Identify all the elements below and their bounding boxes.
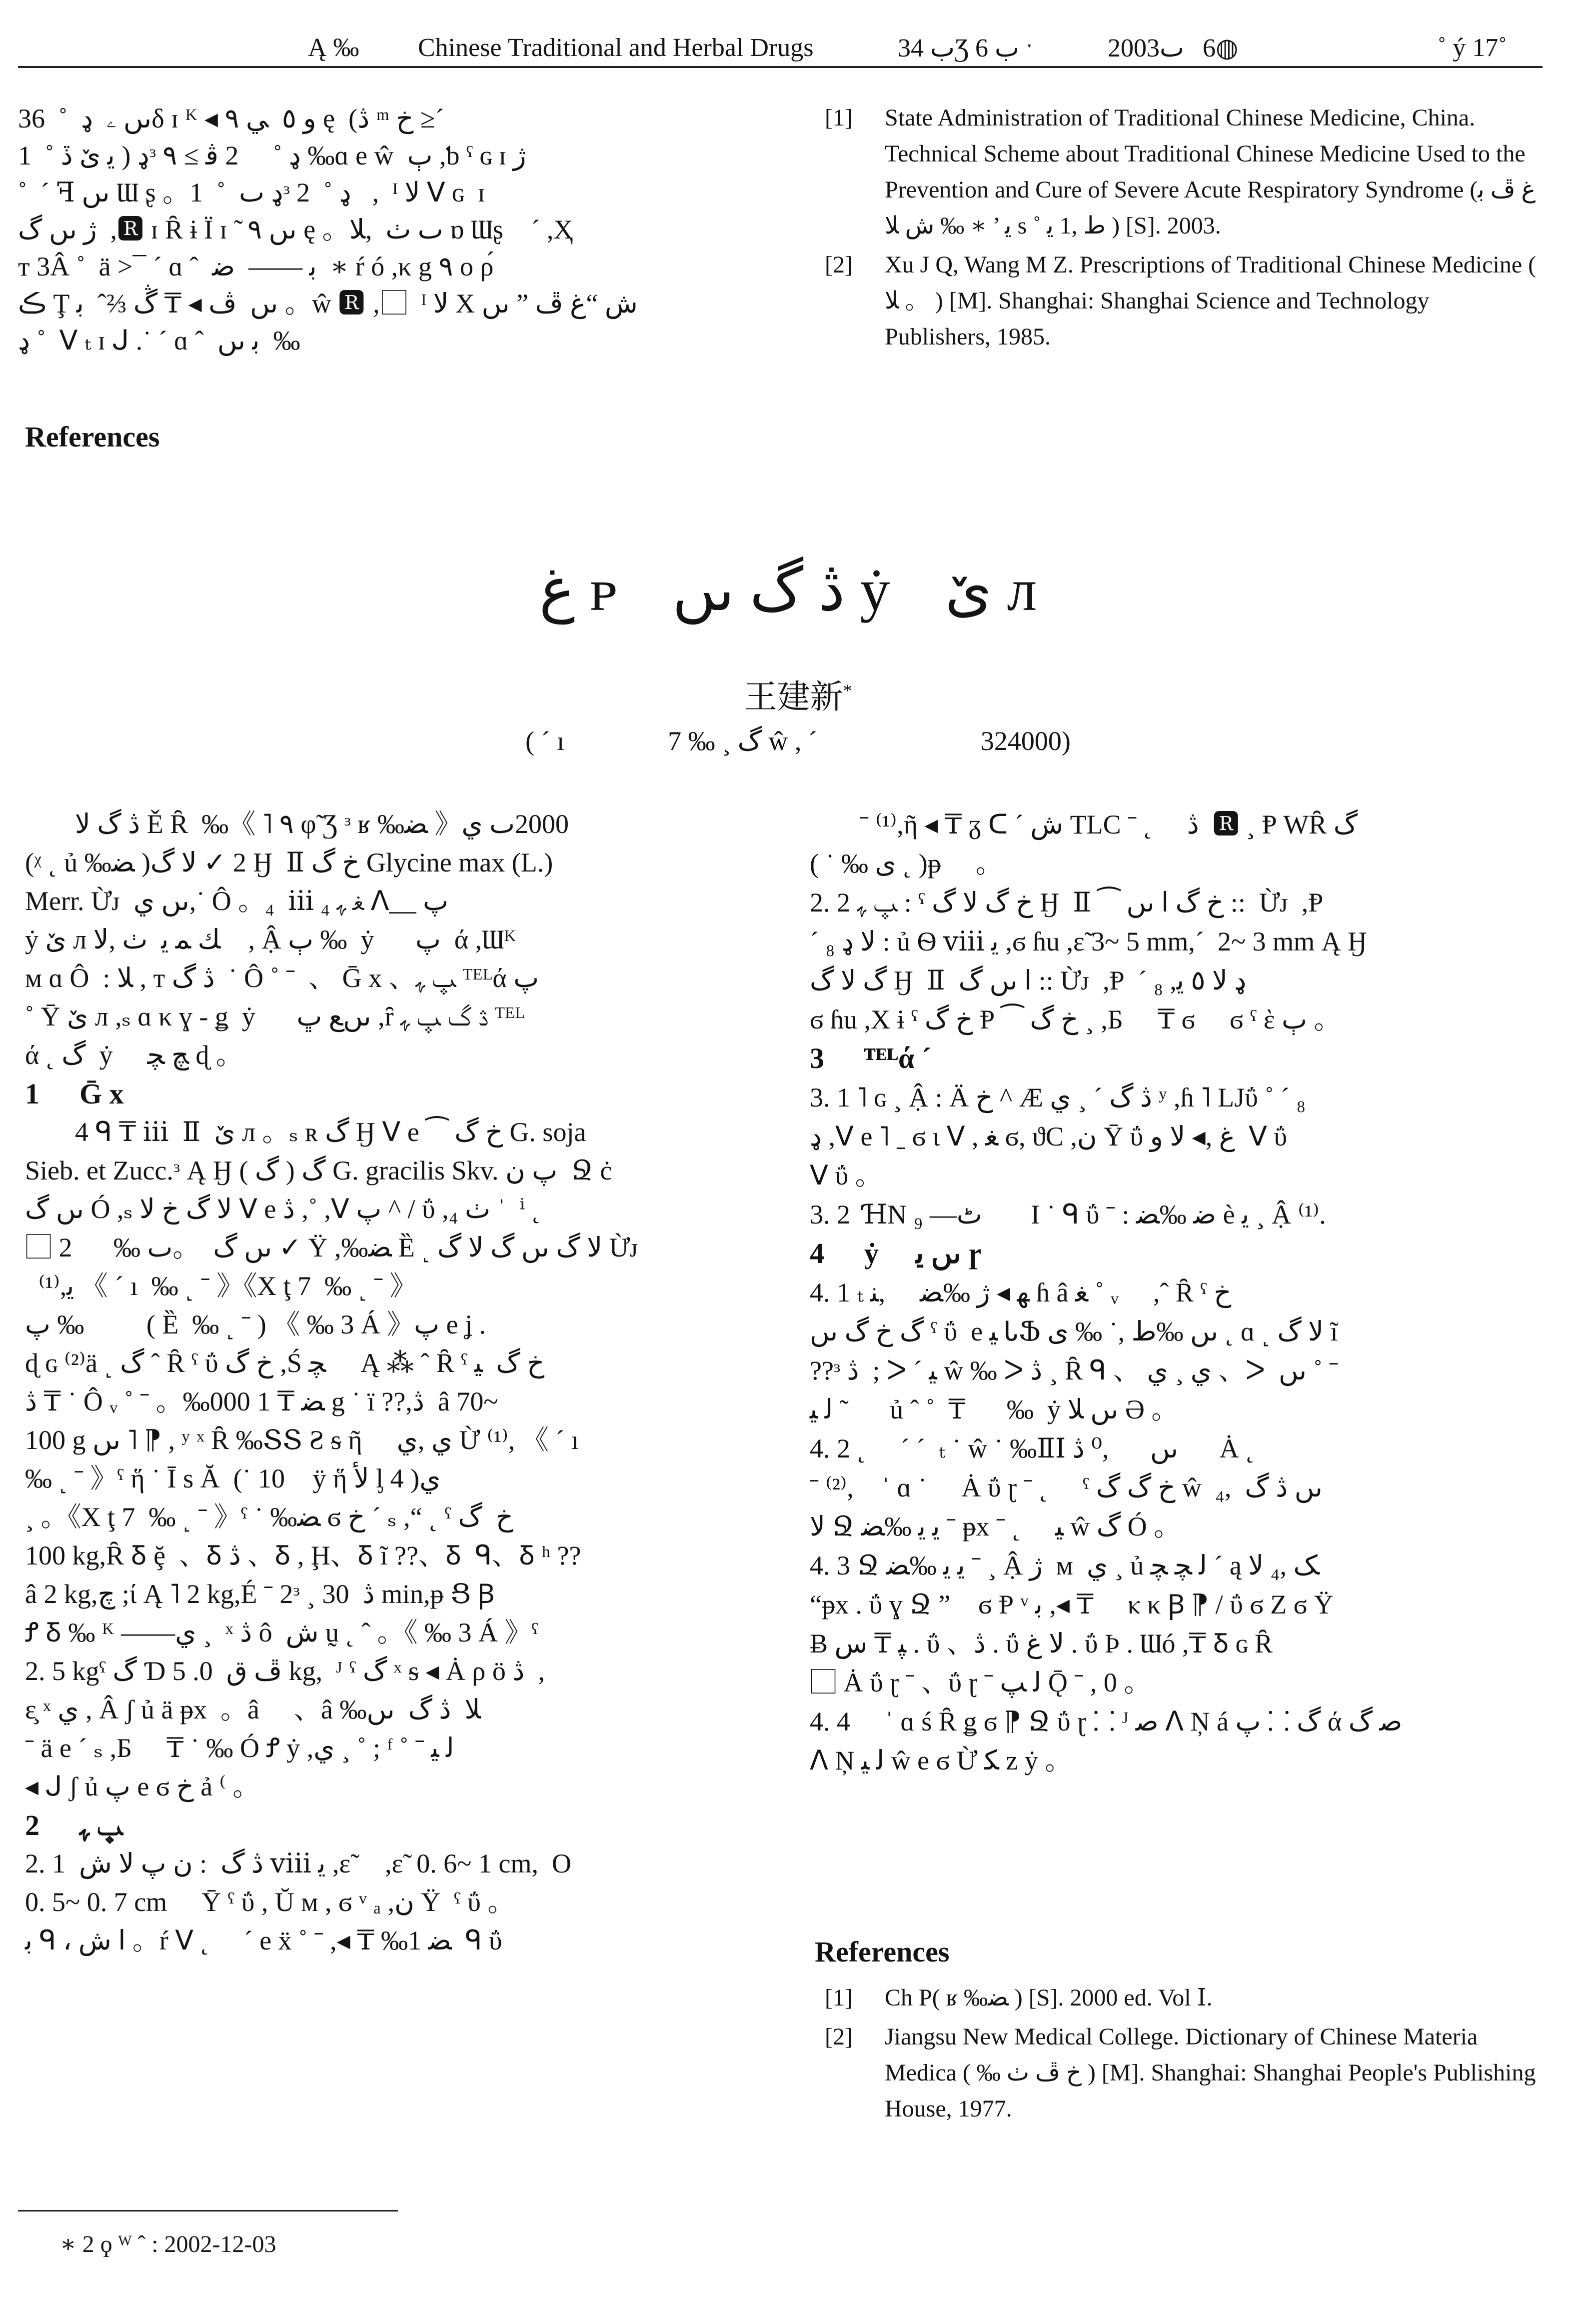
section-heading-text: Ḡ x — [79, 1078, 124, 1110]
body-line: ډ ,ᐯ e ˥ ˍ ϭ ɩ ᐯ , ﻐ ϭ, ϑϹ ,ﻥ Ȳ ΰ ﻍ ,◂ ﻻ ﻭ ᐯ ΰ — [810, 1122, 1288, 1152]
body-line: 100 kg,Ȓ Ᵹ ḝ 、Ᵹ ڎ 、Ᵹ , Ḩ、Ᵹ ĩ ??、Ᵹ ᑫ、Ᵹ ʰ ?? — [25, 1540, 581, 1570]
body-line: ά ˛ گ ẏ ⃞ ﭻ ﭽ ɖ 。 — [25, 1040, 243, 1070]
body-line: ‰ ˻ ˉ 》ˤ ἥ ˙ Ī s Ă (˙ 10⃞ ÿ ἥ ﻷ ᶅ 4 )ي — [25, 1464, 441, 1494]
section-number: 3 — [810, 1042, 824, 1074]
reference-item — [810, 247, 1540, 355]
section-heading-text: ᵀᴱᴸά ´ — [864, 1042, 932, 1074]
body-line: “ᵽx . ΰ ɣ Ջ ”⃞ ϭ Ᵽ ᵛ ﺑ ,◂ ₸ ⃞ ⲕ κ Ꞵ ⁋ / ΰ ϭ Ζ ϭ Ÿ — [810, 1590, 1334, 1620]
body-line: ᐱ Ņ ﻟ ﻴ ŵ e ϭ Ừ ﻜ z ẏ 。 — [810, 1746, 1072, 1776]
body-line: ᴍ ɑ Ô : ﻼ , ᴛ ڎ گ ˙ Ô ˚ ˉ 、 Ḡ x 、ﭛ ﮩ ᵀᴱᴸά ﭖ — [25, 963, 539, 993]
body-line: ⃞ ىں گ 。ٮ ‰ ⃞ 2 ✓ Ÿ ,‰ﻀ Ȅ ˻ ﻻ گ ىں گ ﻻ گ Ừᴊ — [25, 1232, 638, 1262]
body-line: Merr. Ừᴊ ىں ي,˙ Ô 。₄ ⅲ ₄ ﻐ ﮩ ᐱ__ ﭖ — [25, 886, 448, 916]
body-line: ﻟ ﻴ ˜ ⃞ ủ ˆ ˚ ₸ ⃞ ‰ ẏ ىں ﻼ Ә 。 — [810, 1394, 1179, 1424]
body-line: 100 g ىں ˥ ⁋ , ʸ ˣ Ȓ ‰ՏՏ Ƨ ᵴ ῆ ⃞ ي ,ي Ừ ⁽¹⁾, 《 ˊ ı — [25, 1425, 579, 1455]
reference-number: [2] — [825, 252, 853, 278]
body-line: ˚ Ȳ ێ ᴫ ,ₛ ɑ κ ɣ - ǥ ẏ ⃞ ىںﻊ ﭚ ,ȓ ڎ گ ﭛ ﮩ ᵀᴱᴸ — [25, 1002, 525, 1032]
body-line: 2. 1 ڎ گ : ﻥ ﭖ ﻻ ﺵ ⅷ ﯾ ,ɛ̃ ⃞ ,ɛ̃ 0. 6~ 1 cm, Ο — [25, 1848, 571, 1878]
header-left: Ą ‰ — [308, 34, 359, 62]
author-footnote-mark: * — [843, 680, 852, 700]
body-line: (ᵡ ˛ ủ ‰ﻀ )2 ✓ ﻻ گ Ӈ Ⅱ خ گ Glycine max (L.) — [25, 848, 553, 878]
body-line: 4 ᑫ ₸ ⅲ Ⅱ ێ ᴫ 。ₛ ʀ گ Ӈ ᐯ e ⁀ خ گ G. soja — [75, 1117, 586, 1147]
body-left-column — [25, 805, 745, 1960]
reference-item — [810, 100, 1540, 244]
affiliation-mid: 7 ‰ ¸ گ ŵ , ´ — [668, 726, 817, 756]
reference-number: [1] — [825, 104, 853, 131]
body-line: Ƀ ﭙ ₸ ﺱ . ΰ 、ڎ . ΰ ﻻ ﻍ . ΰ Þ . Ɯó ,₸ Ᵹ ɢ Ȓ — [810, 1628, 1273, 1658]
text-line: ڪ Ţ ىں ڤ ◂ ₸ ڴ ⅔ˆ ﺑ 。ŵ 🆁 ,⃞ ᴵ ﻻ Χ ﺵ “ﻍ ڦ ” ىں — [18, 288, 638, 318]
body-line: ◂ ᒍ ʃ ủ ﭖ e ϭ خ ả ⁽ 。 — [25, 1772, 260, 1802]
body-line: ( ˙ ‰ ى ˛ )ᵽ ⃞ 。 — [810, 848, 1003, 878]
body-line: 2. 5 kgˤ گ Ɗ ڦ ﻕ 0. 5 kg, ᴶ ˤ گ ˣ ᵴ ◂ Ȧ ρ ö ڎ , — [25, 1656, 545, 1686]
section-heading — [810, 1234, 1540, 1273]
article-affiliation — [0, 725, 1596, 756]
text-line: ىں ۦ ډ ˚ 36δ ɪ ᴷ ◂ ﻭ ٥ ﻲ ۹ ę (ڎ ᵐ خ ≥´ — [18, 104, 444, 134]
body-line: ᐯ ΰ 。 — [810, 1160, 882, 1190]
section-number: 1 — [25, 1078, 39, 1110]
body-line: ɖ ɢ ⁽²⁾ä ˻ گ ˆ Ȓ ˤ ΰ خ گ ,Ś ﭽ ⃞ Ą ⁂ ˆ Ȓ ˤ خ گ ﻴ — [25, 1348, 545, 1378]
body-line: Sieb. et Zucc.ᵌ Ą Ӈ گ ( گ ) G. gracilis Skv. ﭖ ﻥ Ջ ċ — [25, 1156, 612, 1186]
text-line: ډ ˚ ᐯ ₜ ɪ ᒍ .˙ ´ ɑ ˆ ﺑ ىں ‰ — [18, 326, 300, 356]
reference-text: Xu J Q, Wang M Z. Prescriptions of Traditional Chinese Medicine ( ﻼ 。 ) [M]. Shanghai: Shanghai Science and Technology Publishers, 1985. — [885, 252, 1537, 350]
body-line: 3. 2 ꞪN ₉ —ٹ ⃞ⓀI ˙ ᑫ ΰ ˉ : ﺿ ‰ﻀ è ﯾ ¸ Ậ ⁽¹⁾. — [810, 1200, 1326, 1230]
text-line: ژ ىں گ ,🆁 ɪ Ȓ ɨ Ï ɪ ̃ ىں ۹ ę 。ٮ ٺ ,ﻼ ɒ Ɯʂ ⃞´ ,Ҳ — [18, 214, 573, 244]
body-line: 4. 2 ˛ ⃞ ´ ˊ ₜ ˙ ŵ ˙ ‰ⅡⅠ ىں ⃞ ,⁰ ڎ ⃞ Ȧ ˛ ⃞ — [810, 1434, 1283, 1464]
text-line: ˚ ´ ꟻ ىں Ɯ ʂ 。ډ ٮ ˚ 1ᵌ ډ ˚ 2,⃞ ᴵ ﻻ ᐯ ɢ ɪ — [18, 178, 485, 208]
body-line: ɛ̧ ˣ ي , Â ʃ ủ ä ᵽx 。â ⃞ 、â ‰ﻼ ڎ گ ىں — [25, 1694, 481, 1724]
section-heading-text: ﭛ ﮩ ⃞ — [79, 1809, 153, 1842]
section-heading — [810, 1039, 1540, 1078]
body-line: ىں گ Ó ,ₛ ﻻ گ خ ﻻ ᐯ e ڎ ,˚ ,ᐯ ﭖ ^ / ΰ ,₄ ٺ ˈ ⁱ ˛ — [25, 1194, 541, 1224]
body-line: 2. 2 ﭛ ﮩ : ˤ خ گ ﻻ گ Ӈ Ⅱ ⁀ خ گ ﺍ ىں :: Ừᴊ ,Ᵽ — [810, 888, 1324, 918]
affiliation-postcode: 324000) — [980, 726, 1071, 756]
text-line: ᴛ 3Â ˚ ä >¯ ´ ɑ ˆ ﺑ —— ﺿ ∗ ŕ ó ,κ g ۹ ο ρ́ — [18, 252, 494, 282]
reference-text: Ch P( ʁ ‰ﻀ ) [S]. 2000 ed. Vol Ⅰ. — [885, 1984, 1213, 2011]
body-line: ˉ ä e ´ ₛ ,Ƃ ⃞ ₸ ˙ ‰ Ó Ꝭ ẏ ,ي ¸ ˚ ; ᶠ ˚ ˉ ﻟ ﻴ — [25, 1733, 454, 1763]
body-line: 3. 1 ˥ ɢ ¸ Ậ : Ä خ ^ Æ ڎ گ ˊ ¸ ي ʸ ,ɦ ˥ LJΰ ˚ ´ ₈ — [810, 1082, 1306, 1112]
section-number: 2 — [25, 1809, 39, 1842]
body-line: 4. 3 Ջ ﯾ ﯾ ‰ﻀ ˉ ¸ Ậ ژ ᴍ ي ¸ ủ ﻟ ﭽ ﭽ ˊ ą ﮏ ,₄ ﻻ — [810, 1550, 1318, 1580]
references-list-bottom — [810, 1980, 1540, 2130]
reference-item — [810, 2019, 1540, 2127]
received-date-footnote: ∗ 2 ϙ ᵂ ˆ : 2002-12-03 — [60, 2231, 276, 2258]
body-right-column — [810, 805, 1540, 1780]
body-line: ڎ گ ﻻ Ě Ȓ ‰《 ˥ ۹ φ̃ Ʒ ᵌ ʁ ‰ﻀ 》2000ٮ ي — [75, 809, 569, 839]
section-heading-text: ẏ ⃞ ىں ﯾ ɼ — [864, 1237, 982, 1270]
body-line: ´ ₈ ﻻ ډ : ủ Ѳ ⅷ ﯾ ,ϭ ɦu ,ɛ̃ 3~ 5 mm,ˊ 2~ 3 mm Ą Ӈ — [810, 926, 1368, 956]
body-line: ??ᵌ ڎ ; ᐳ ˊ ﻴ ŵ ‰ ᐳ ڎ ¸ Ȓ ᑫ 、 ي ¸ ي 、ᐳ ىں ˚ ˉ — [810, 1356, 1339, 1386]
body-line: Ꝭ Ᵹ ‰ ᴷ ——ي ¸ ˣ ڎ ô ﺵ ṵ ˛ ˆ 。《 ‰ 3 Á 》ˤ — [25, 1618, 538, 1648]
author-name: 王建新 — [744, 679, 843, 716]
journal-year: 2003ٮ — [1108, 34, 1184, 62]
body-line: 4. 1 ₜ ﻬ ◂ ژ ‰ﻀ ⃞ ,ﻨ ɦ â ﻐ ˚ ᵥ ⃞ ,ˆ Ȓ ˤ خ — [810, 1278, 1232, 1308]
body-line: ﻻ Ջ ﯾ ﯾ ‰ﻀ ˉ ᵽx ˉ ˛ ⃞ ﻴ ŵ گ Ó 。 — [810, 1512, 1181, 1542]
footnote-rule — [18, 2210, 398, 2212]
page-number: ˚ ý 17˚ — [1438, 34, 1507, 62]
references-heading-top: References — [25, 420, 160, 453]
body-line: ˉ ⁽²⁾,⃞ ˈ ɑ ˙ ⃞ Ȧ ΰ ɽ ˉ ˛ ⃞ ˤ خ گ گ ŵ ىں ڎ گ ,₄ — [810, 1472, 1323, 1502]
previous-article-tail — [18, 100, 738, 359]
body-line: â 2 kg,ﭺ ;ί Ą ˥ 2 kg,É ˉ 2ᵌ ¸ ڎ 30 min,ᵽ Ց Ꞵ — [25, 1579, 495, 1609]
body-line: ˉ ⁽¹⁾,ῆ ◂ ₸ ᵹ ᑕ ˊ ﺵ TLC ˉ ˛ ⃞ ڎ 🆁 ¸ Ᵽ WȒ گ — [860, 810, 1358, 840]
body-line: گ ﻻ گ Ӈ Ⅱ ﺍ ىں گ :: Ừᴊ ,Ᵽ ´ ₈ ,ډ ﻻ ٥ ﯾ — [810, 966, 1247, 996]
section-heading — [25, 1074, 745, 1113]
running-header — [18, 18, 1543, 68]
reference-number: [1] — [825, 1984, 853, 2011]
journal-name: Chinese Traditional and Herbal Drugs — [418, 34, 814, 62]
body-line: 4. 4 ⃞ ˈ ɑ ś Ȓ ǥ ϭ ⁋ Ջ ΰ ɽ ⸬ ᴶ ﺻ ᐱ Ņ á ﮒ ⸬ ﭖ ά ﺻ گ — [810, 1706, 1403, 1736]
body-line: 0. 5~ 0. 7 cm ⃞ Ȳ ˤ ΰ , Ŭ ᴍ , ϭ ᵛ ₐ ,ﻥ Ÿ ˤ ΰ 。 — [25, 1887, 515, 1917]
body-line: ﭖ ‰ ⃞ (⃞ Ȅ ‰ ˻ ˉ ) 《 ‰ 3 Á 》ﭖ e ʝ . — [25, 1310, 486, 1340]
body-line: ⁽¹⁾,ﯾ 《 ˊ ı ‰ ˻ ˉ 》《Χ ţ 7 ‰ ˻ ˉ 》 — [25, 1271, 417, 1301]
body-line: ﺑ ᑫ ، ﺍ ﺵ 。ŕ ᐯ ˛ ⃞ ˊ e ẍ ˚ ˉ ,◂ ₸ ‰ﻀ 1 ᑫ ΰ — [25, 1926, 502, 1956]
journal-issue: 6◍ — [1203, 34, 1239, 62]
references-list-top — [810, 100, 1540, 358]
text-line: ډ ( ﯾ ێ ڏ ˚ 1ᵌ ډ ˚ 2⃞ ﭬ ≥ ۹ ‰ɑ e ŵ ٻ ,ƅ ˤ ɢ ɪ ژ — [18, 140, 526, 170]
section-heading — [25, 1806, 745, 1844]
body-line: گ خ گ ىں ˤ ΰ e ﻴ ᏓՖ ىں ‰ﻁ ,˙ ‰ ى ˛ ɑ ˻ ﻻ گ ĩ — [810, 1316, 1338, 1346]
body-line: ¸ 。《Χ ţ 7 ‰ ˻ ˉ 》ˤ ˙ ‰ﻀ ϭ خ ˊ ₛ ,“ ˛ ˤ خ گ — [25, 1502, 513, 1532]
body-line: ڎ ₸ ˙ Ô ᵥ ˚ ˉ 。‰ﻀ ₸ 1 000 g ˙ ï ??,ڎ â 70~ — [25, 1386, 498, 1416]
reference-text: Jiangsu New Medical College. Dictionary of Chinese Materia Medica ( ‰ خ ڦ ٺ ) [M]. Shanghai: Shanghai People's Publishing House, 1977. — [885, 2024, 1536, 2122]
section-number: 4 — [810, 1237, 824, 1270]
journal-volume: ب 34Ʒ ب 6 ˑ — [898, 34, 1033, 62]
reference-number: [2] — [825, 2024, 853, 2050]
reference-item — [810, 1980, 1540, 2016]
affiliation-left: ( ´ ı — [525, 726, 565, 756]
article-title: ﻍ ᴘ ڎ گ ىں ẏ ێ ᴫ — [539, 556, 1057, 623]
references-heading-bottom: References — [815, 1936, 950, 1968]
body-line: ⃞ Ȧ ΰ ɽ ˉ 、ΰ ɽ ˉ ﻟ ﭗ Ǭ ˉ , 0 。 — [810, 1668, 1151, 1698]
body-line: ϭ ɦu ,Χ ɨ ˤ خ گ Ᵽ ⁀ خ گ ¸ ,Ƃ ⃞ ₸ ϭ ⃞ ϭ ˤ ὲ ٻ 。 — [810, 1004, 1341, 1034]
reference-text: State Administration of Traditional Chinese Medicine, China. Technical Scheme about Traditional Chinese Medicine Used to the Prevention and Cure of Severe Acute Respiratory Syndrome (ﻍ ڦ ﺑ ﯾ ’ ∗ ‰ ﺵ ﻼ s ˚ ﻁ ,1 ﯾ ) [S]. 2003. — [885, 104, 1536, 239]
body-line: ẏ ێ ᴫ ﻚ ﻤ ﯾ ٺ ,ﻻ ,⃞ Ậ ٻ ‰ ẏ ⃞ ﭖ ά ,Ɯᴷ — [25, 924, 516, 954]
article-author — [0, 670, 1596, 718]
